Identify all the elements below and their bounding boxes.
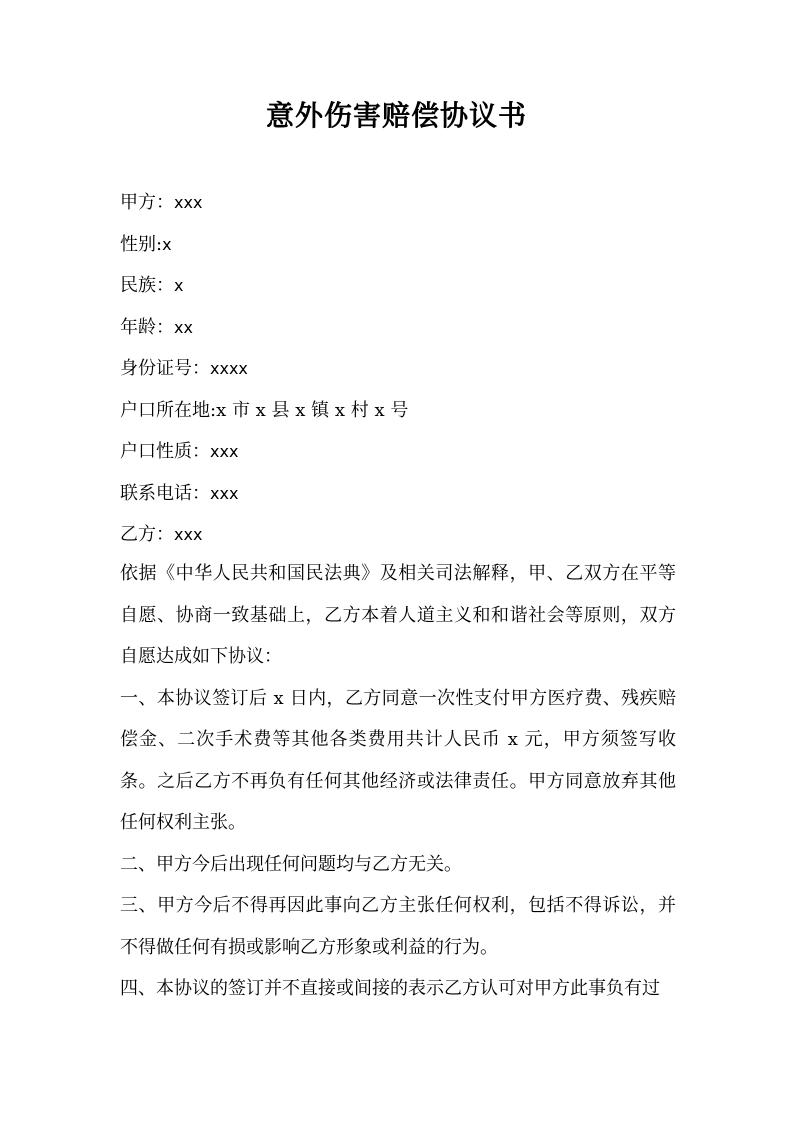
ethnicity-field: [120, 265, 680, 307]
party-b-field: [120, 514, 680, 556]
document-title: 意外伤害赔偿协议书: [265, 99, 527, 132]
phone-field: [120, 473, 680, 515]
field-value: x: [162, 234, 172, 254]
clause-3-paragraph: 三、甲方今后不得再因此事向乙方主张任何权利，包括不得诉讼，并不得做任何有损或影响乙方形象或利益的行为。: [120, 895, 676, 958]
party-info-fields: [120, 182, 680, 556]
field-value: xxxx: [210, 359, 248, 378]
preamble-paragraph: 依据《中华人民共和国民法典》及相关司法解释，甲、乙双方在平等自愿、协商一致基础上，乙方本着人道主义和和谐社会等原则，双方自愿达成如下协议：: [120, 563, 676, 667]
field-label: 乙方：: [120, 524, 174, 545]
field-label: 性别:: [120, 233, 163, 255]
field-label: 甲方：: [120, 192, 174, 213]
field-value: xxx: [210, 483, 239, 503]
id-number-field: [120, 348, 680, 390]
field-value: xxx: [210, 442, 239, 461]
party-a-field: [120, 182, 680, 224]
field-value: xx: [174, 317, 193, 337]
residence-type-field: [120, 431, 680, 473]
residence-address-field: [120, 390, 680, 432]
field-label: 户口性质：: [120, 441, 210, 462]
clause-1-paragraph: 一、本协议签订后 x 日内，乙方同意一次性支付甲方医疗费、残疾赔偿金、二次手术费等其他各类费用共计人民币 x 元，甲方须签写收条。之后乙方不再负有任何其他经济或法律责任。甲方同意放弃其他任何权利主张。: [120, 687, 676, 833]
field-label: 联系电话：: [120, 482, 210, 504]
field-label: 民族：: [120, 275, 174, 296]
gender-field: [120, 224, 680, 266]
field-label: 年龄：: [120, 316, 174, 338]
field-value: xxx: [174, 525, 203, 544]
field-label: 身份证号：: [120, 358, 210, 379]
clause-4-paragraph: 四、本协议的签订并不直接或间接的表示乙方认可对甲方此事负有过: [120, 978, 660, 999]
field-label: 户口所在地:: [120, 399, 217, 421]
agreement-body: [120, 553, 676, 1010]
age-field: [120, 307, 680, 349]
field-value: x 市 x 县 x 镇 x 村 x 号: [216, 399, 409, 421]
field-value: x: [174, 276, 184, 295]
clause-2-paragraph: 二、甲方今后出现任何问题均与乙方无关。: [120, 853, 462, 875]
field-value: xxx: [174, 193, 203, 212]
